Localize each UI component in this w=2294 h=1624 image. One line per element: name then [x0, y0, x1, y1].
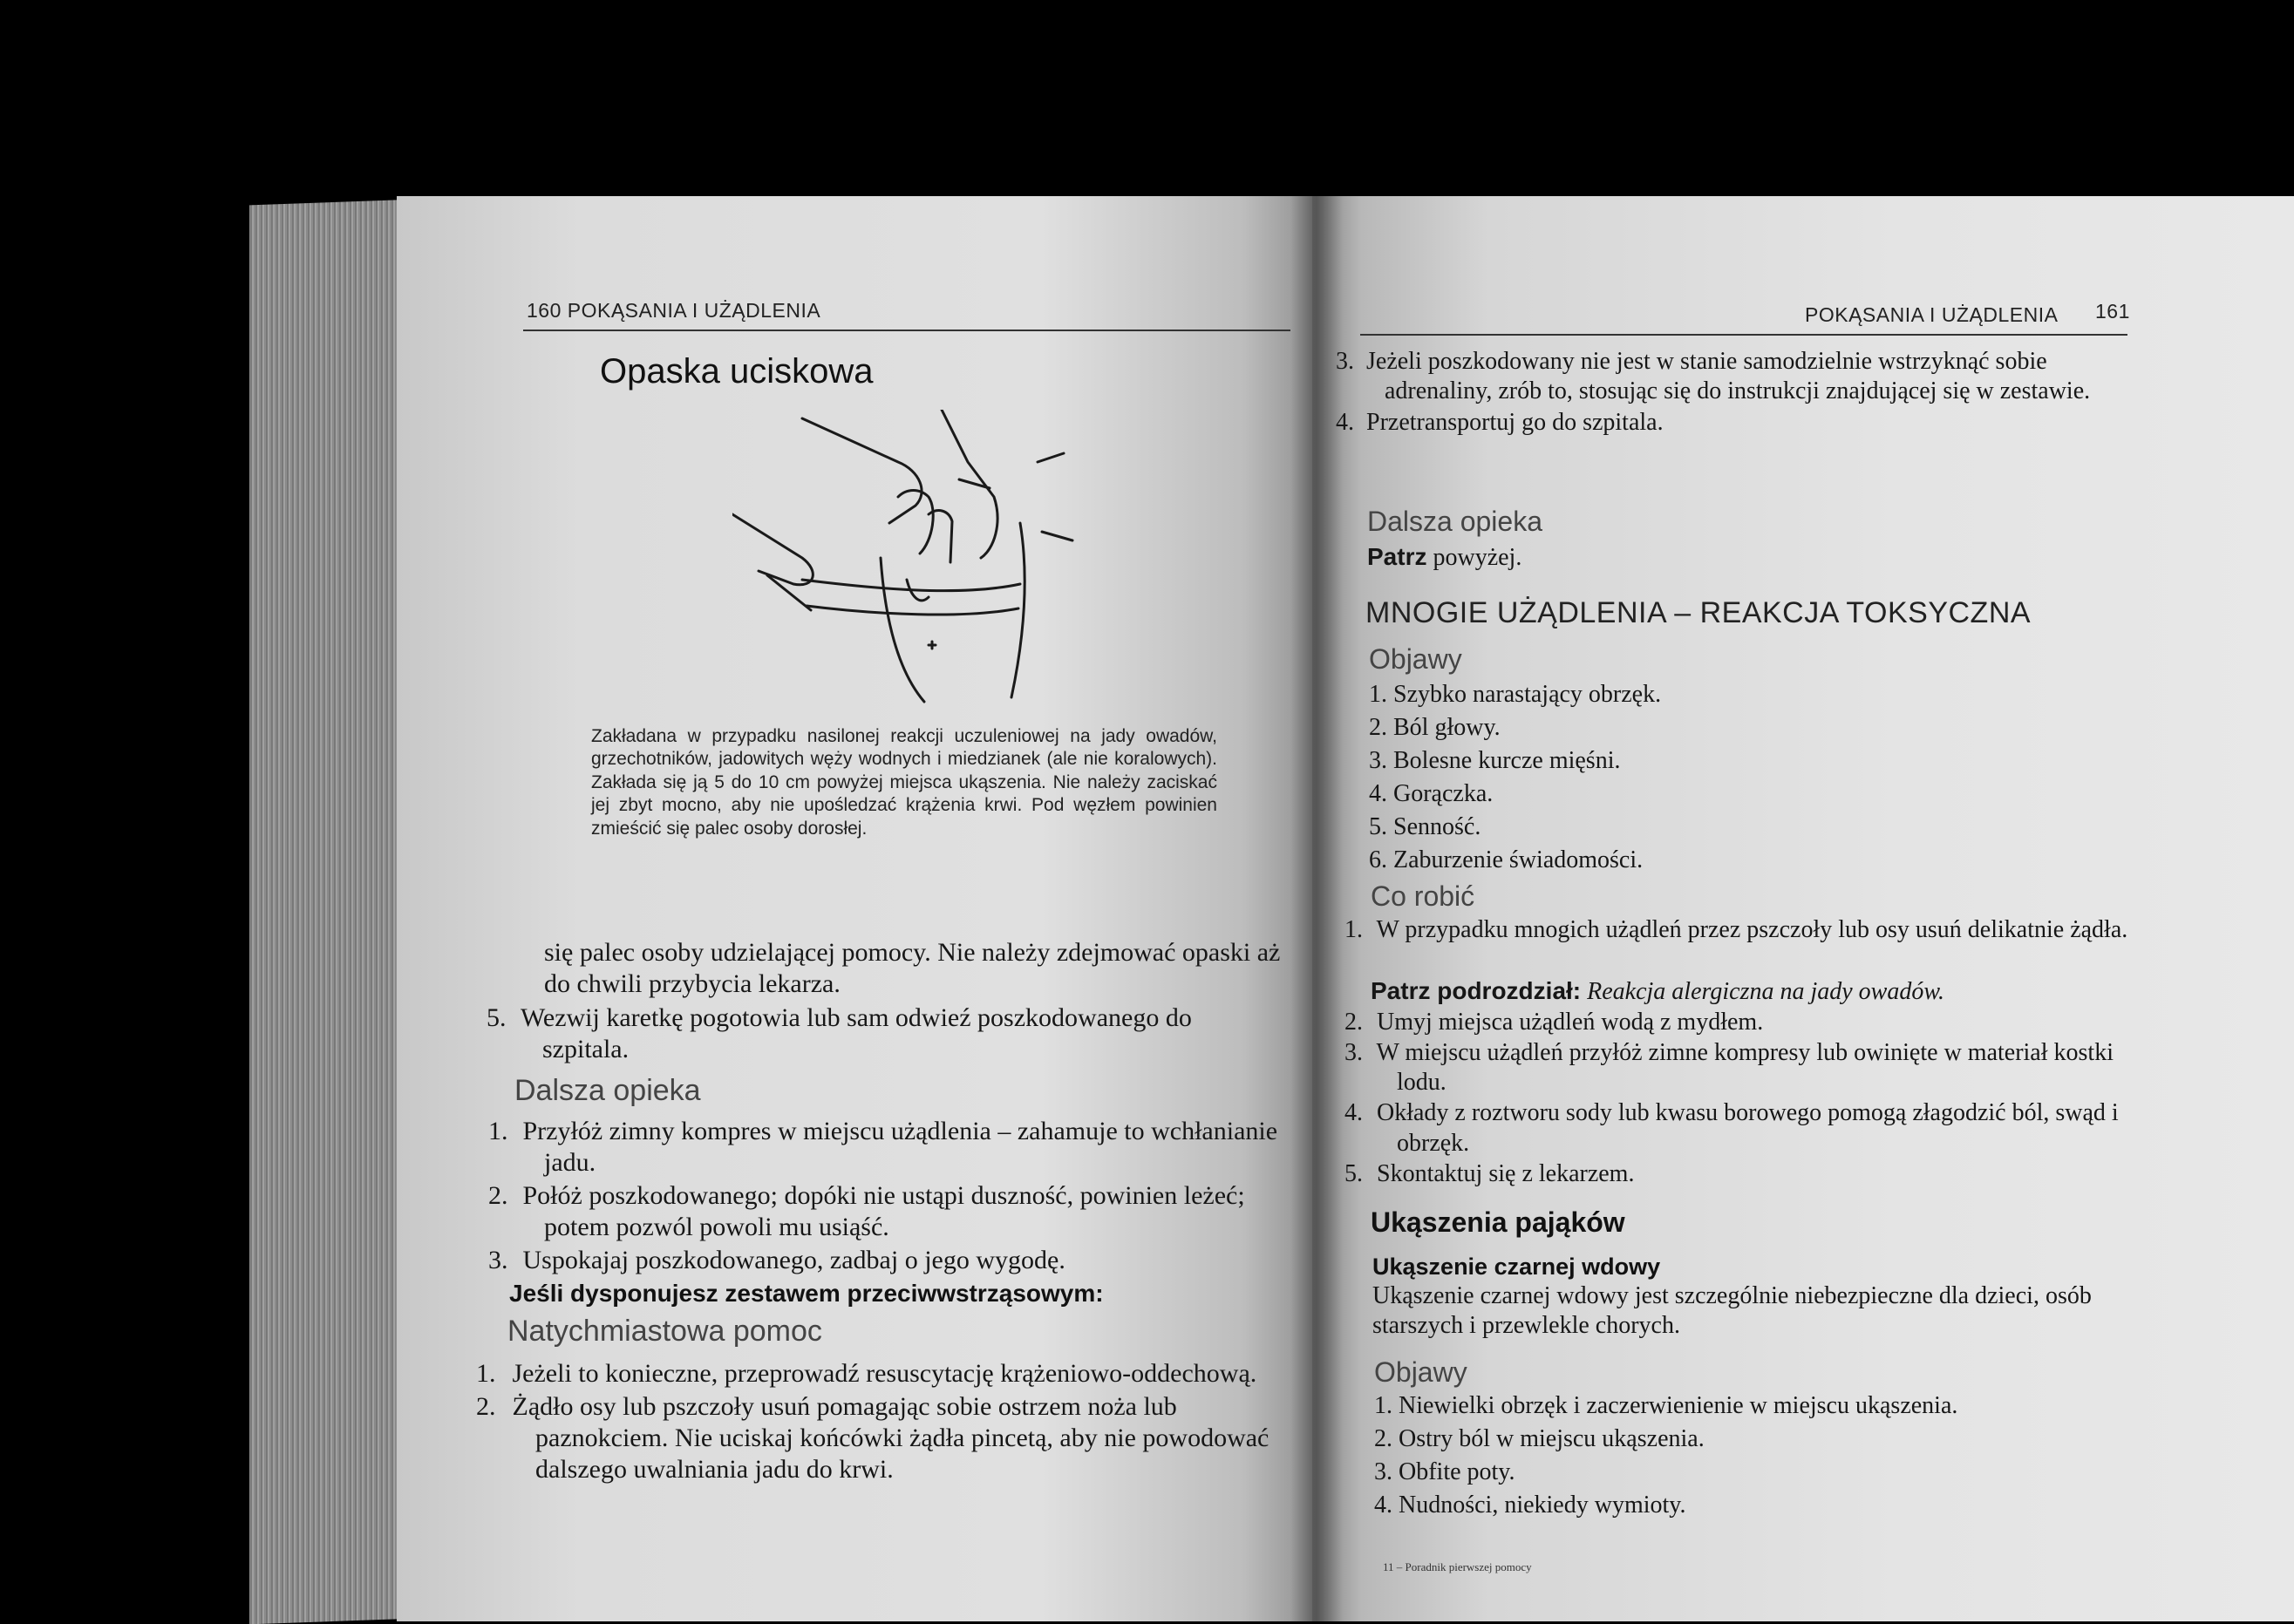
heading-czarna-wdowa: Ukąszenie czarnej wdowy: [1372, 1254, 1661, 1280]
patrz-label: Patrz: [1367, 543, 1427, 570]
list-text: Gorączka.: [1393, 780, 1494, 808]
list-text: Przetransportuj go do szpitala.: [1366, 409, 1664, 437]
right-head-rule: [1360, 334, 2127, 336]
list-text: Jeżeli to konieczne, przeprowadź resuscytację krążeniowo-oddechową.: [512, 1359, 1257, 1388]
list-number: 6.: [1369, 846, 1387, 874]
list-number: 2.: [1374, 1425, 1392, 1453]
list-text: Niewielki obrzęk i zaczerwienienie w miejscu ukąszenia.: [1399, 1392, 1958, 1419]
list-item: [1374, 1390, 2141, 1423]
list-number: 4.: [1374, 1491, 1392, 1519]
list-number: 4.: [1369, 780, 1387, 808]
list-text: Bolesne kurcze mięśni.: [1393, 747, 1621, 775]
tourniquet-illustration: [732, 410, 1099, 741]
dalsza-list-left: [516, 1116, 1283, 1276]
section-natychmiastowa: Natychmiastowa pomoc: [507, 1315, 822, 1348]
patrz-line: [1367, 542, 1521, 573]
section-dalsza-right: Dalsza opieka: [1367, 506, 1542, 537]
list-item: [1371, 1038, 2138, 1097]
list-item: [1369, 678, 2136, 711]
section-objawy: Objawy: [1369, 643, 1462, 675]
list-item: [516, 1116, 1283, 1179]
right-page-number: 161: [2095, 300, 2130, 323]
list-text: W miejscu użądleń przyłóż zimne kompresy lub owinięte w materiał kostki lodu.: [1376, 1039, 2114, 1097]
left-head-rule: [523, 330, 1290, 331]
continuation-text: [544, 937, 1281, 1000]
list-number: 3.: [1369, 747, 1387, 775]
natychmiastowa-list: [506, 1358, 1282, 1485]
right-running-head: POKĄSANIA I UŻĄDLENIA: [1805, 303, 2059, 326]
list-item: [514, 1002, 1282, 1065]
list-item: [506, 1358, 1282, 1390]
right-page-footer: 11 – Poradnik pierwszej pomocy: [1383, 1560, 1532, 1573]
patrz-podrozdzial-line: [1371, 976, 1944, 1007]
list-item: [1369, 811, 2136, 844]
list-number: 5.: [1369, 813, 1387, 841]
list-text: Ostry ból w miejscu ukąszenia.: [1399, 1425, 1705, 1453]
illustration-title: Opaska uciskowa: [600, 352, 874, 391]
list-item: [516, 1180, 1283, 1243]
list-item: [506, 1391, 1282, 1485]
list-item: [1369, 844, 2136, 877]
patrz-podrozdzial-text: Reakcja alergiczna na jady owadów.: [1587, 978, 1944, 1005]
list-text: Wezwij karetkę pogotowia lub sam odwieź poszkodowanego do szpitala.: [520, 1003, 1192, 1063]
list-text: Ból głowy.: [1393, 714, 1501, 742]
list-text: Szybko narastający obrzęk.: [1393, 681, 1662, 708]
list-item: [1369, 711, 2136, 744]
co-robic-list-1: [1371, 915, 2138, 945]
list-item: [1374, 1423, 2141, 1456]
list-text: Uspokajaj poszkodowanego, zadbaj o jego wygodę.: [522, 1246, 1065, 1274]
list-item: [1371, 1159, 2138, 1189]
list-item: [516, 1245, 1283, 1276]
illustration-caption: Zakładana w przypadku nasilonej reakcji uczuleniowej na jady owadów, grzechotników, jadowitych węży wodnych i miedzianek (ale nie koralowych). Zakłada się ją 5 do 10 cm powyżej miejsca ukąszenia. Nie należy zaciskać jej zbyt mocno, aby nie upośledzać krążenia krwi. Pod węzłem powinien zmieścić się palec osoby dorosłej.: [591, 726, 1217, 839]
list-item: [1371, 1098, 2138, 1158]
list-text: Nudności, niekiedy wymioty.: [1399, 1491, 1686, 1519]
section-co-robic: Co robić: [1371, 880, 1475, 912]
section-dalsza-left: Dalsza opieka: [514, 1074, 701, 1107]
list-text: Senność.: [1393, 813, 1481, 841]
continuation-text-content: się palec osoby udzielającej pomocy. Nie należy zdejmować opaski aż do chwili przybycia lekarza.: [544, 938, 1281, 998]
heading-mnogie-uzadlenia: MNOGIE UŻĄDLENIA – REAKCJA TOKSYCZNA: [1365, 596, 2032, 629]
list-item: [1371, 1008, 2138, 1037]
list-item: [1360, 408, 2141, 438]
list-text: Żądło osy lub pszczoły usuń pomagając sobie ostrzem noża lub paznokciem. Nie uciskaj końcówki żądła pincetą, aby nie powodować dalszego uwalniania jadu do krwi.: [512, 1392, 1270, 1484]
objawy-list: [1369, 678, 2136, 877]
bold-heading-kit: Jeśli dysponujesz zestawem przeciwwstrząsowym:: [509, 1280, 1104, 1307]
heading-ukaszenia-pajakow: Ukąszenia pająków: [1371, 1206, 1625, 1238]
list-number: 2.: [1369, 714, 1387, 742]
list-item: [1371, 915, 2138, 945]
list-text: Jeżeli poszkodowany nie jest w stanie samodzielnie wstrzyknąć sobie adrenaliny, zrób to, stosując się do instrukcji znajdującej się w zestawie.: [1366, 348, 2091, 405]
co-robic-list-2: [1371, 1008, 2138, 1189]
list-item: [1360, 347, 2141, 406]
objawy2-list: [1374, 1390, 2141, 1522]
list-text: W przypadku mnogich użądleń przez pszczoły lub osy usuń delikatnie żądła.: [1376, 916, 2128, 943]
list-number: 3.: [1374, 1458, 1392, 1486]
list-number: 1.: [1374, 1392, 1392, 1419]
patrz-text: powyżej.: [1433, 544, 1522, 571]
page-edges: [249, 200, 415, 1624]
list-item: [1374, 1489, 2141, 1522]
list-text: Obfite poty.: [1399, 1458, 1515, 1486]
list-text: Przyłóż zimny kompres w miejscu użądlenia – zahamuje to wchłanianie jadu.: [522, 1117, 1278, 1177]
section-objawy-2: Objawy: [1374, 1356, 1467, 1388]
left-running-head: 160 POKĄSANIA I UŻĄDLENIA: [527, 299, 821, 322]
list-item: [1374, 1456, 2141, 1489]
list-text: Okłady z roztworu sody lub kwasu borowego pomogą złagodzić ból, swąd i obrzęk.: [1377, 1099, 2119, 1157]
list-text: Połóż poszkodowanego; dopóki nie ustąpi duszność, powinien leżeć; potem pozwól powoli mu usiąść.: [522, 1181, 1245, 1241]
list-number: 1.: [1369, 681, 1387, 708]
left-step5-list: [514, 1002, 1282, 1065]
patrz-podrozdzial-label: Patrz podrozdział:: [1371, 977, 1582, 1004]
list-item: [1369, 744, 2136, 778]
list-text: Zaburzenie świadomości.: [1393, 846, 1644, 874]
right-top-list: [1360, 347, 2141, 438]
list-item: [1369, 778, 2136, 811]
book-gutter: [1290, 196, 1343, 1621]
list-text: Umyj miejsca użądleń wodą z mydłem.: [1377, 1009, 1764, 1036]
widow-text: Ukąszenie czarnej wdowy jest szczególnie niebezpieczne dla dzieci, osób starszych i przewlekle chorych.: [1372, 1282, 2092, 1340]
list-text: Skontaktuj się z lekarzem.: [1377, 1159, 1635, 1187]
